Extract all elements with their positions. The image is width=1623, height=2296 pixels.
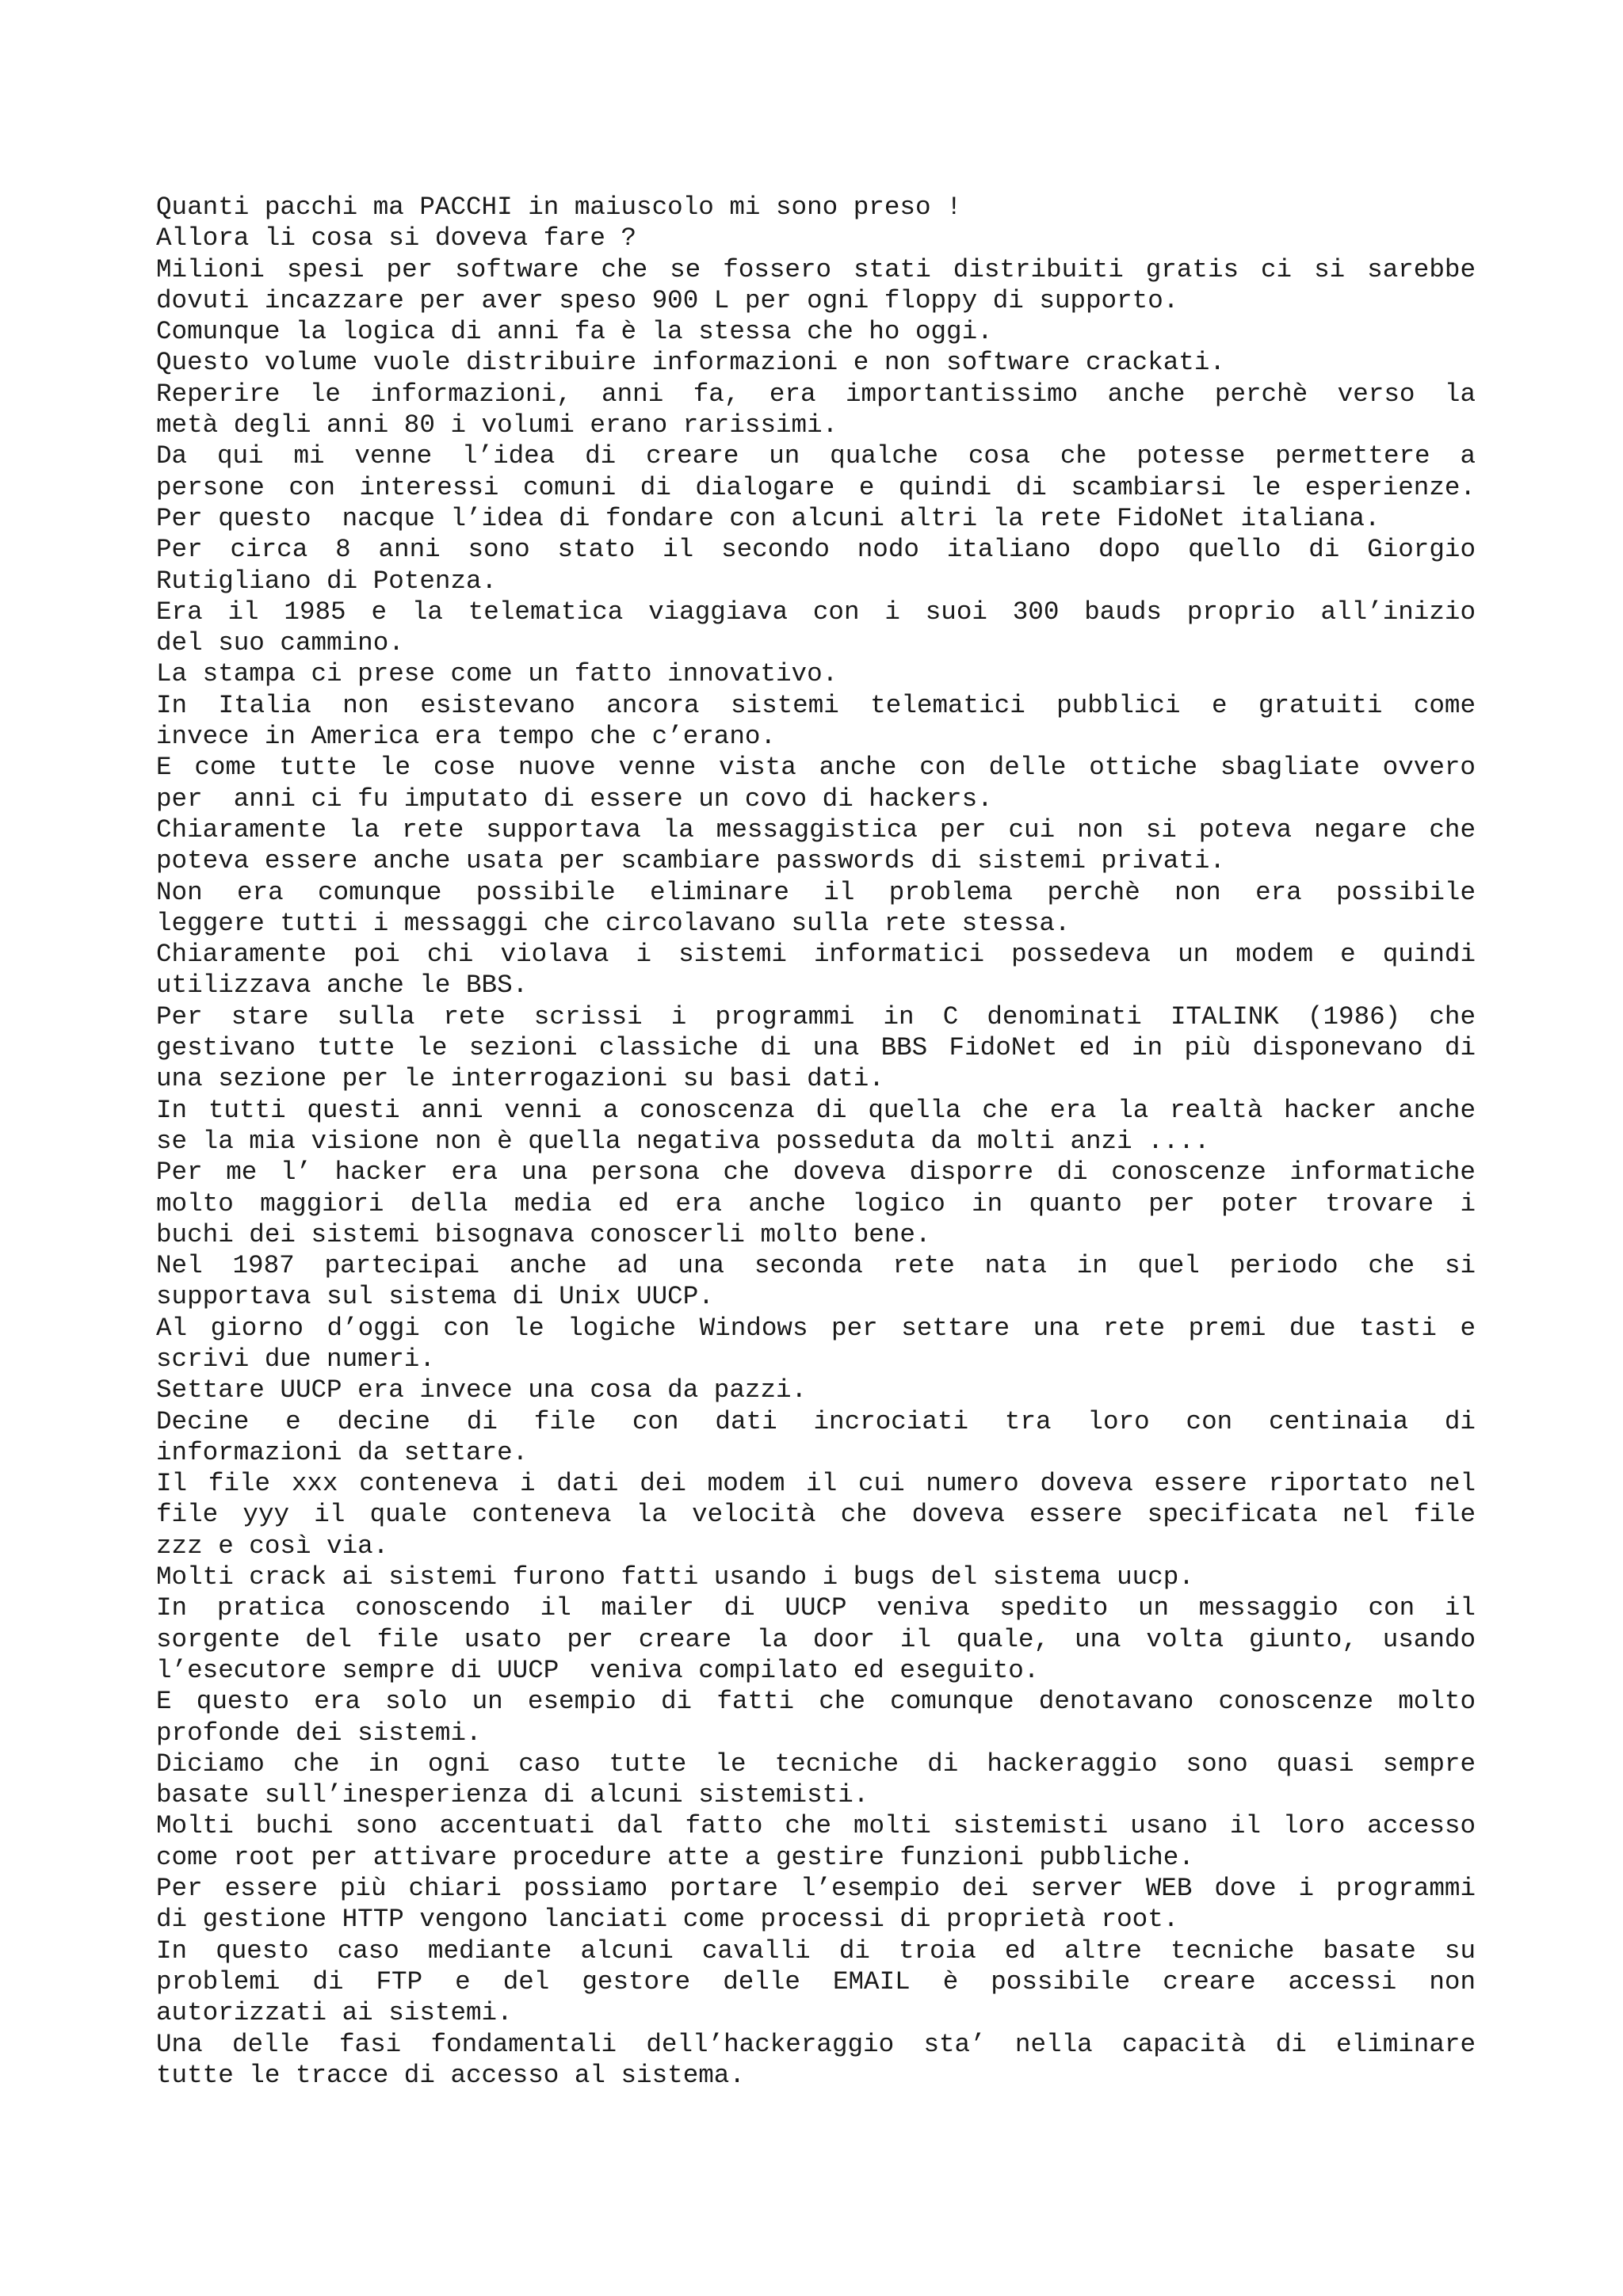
text-line: metà degli anni 80 i volumi erano rarissimi. — [156, 410, 838, 441]
text-line: zzz e così via. — [156, 1531, 389, 1561]
text-line: Rutigliano di Potenza. — [156, 566, 498, 596]
body-text — [156, 192, 1476, 2091]
text-line: Comunque la logica di anni fa è la stessa che ho oggi. — [156, 317, 993, 347]
text-line: l’esecutore sempre di UUCP veniva compilato ed eseguito. — [156, 1655, 1040, 1685]
text-line: basate sull’inesperienza di alcuni sistemisti. — [156, 1780, 869, 1810]
text-line: Per stare sulla rete scrissi i programmi in C denominati ITALINK (1986) che — [156, 1001, 1476, 1032]
text-line: Per questo nacque l’idea di fondare con alcuni altri la rete FidoNet italiana. — [156, 503, 1381, 533]
text-line: una sezione per le interrogazioni su basi dati. — [156, 1064, 884, 1094]
text-line: autorizzati ai sistemi. — [156, 1998, 513, 2028]
text-line: Questo volume vuole distribuire informazioni e non software crackati. — [156, 348, 1225, 378]
text-line: Diciamo che in ogni caso tutte le tecniche di hackeraggio sono quasi sempre — [156, 1749, 1476, 1779]
text-line: come root per attivare procedure atte a gestire funzioni pubbliche. — [156, 1842, 1194, 1872]
text-line: Nel 1987 partecipai anche ad una seconda rete nata in quel periodo che si — [156, 1251, 1476, 1281]
text-line: La stampa ci prese come un fatto innovativo. — [156, 659, 838, 689]
text-line: poteva essere anche usata per scambiare passwords di sistemi privati. — [156, 846, 1225, 876]
text-line: profonde dei sistemi. — [156, 1718, 482, 1748]
text-line: leggere tutti i messaggi che circolavano sulla rete stessa. — [156, 908, 1071, 938]
text-line: Per circa 8 anni sono stato il secondo nodo italiano dopo quello di Giorgio — [156, 535, 1476, 565]
text-line: Non era comunque possibile eliminare il problema perchè non era possibile — [156, 877, 1476, 907]
text-line: dovuti incazzare per aver speso 900 L per ogni floppy di supporto. — [156, 285, 1179, 315]
text-line: se la mia visione non è quella negativa posseduta da molti anzi .... — [156, 1126, 1210, 1156]
text-line: utilizzava anche le BBS. — [156, 971, 529, 1001]
text-line: invece in America era tempo che c’erano. — [156, 722, 777, 752]
text-line: Settare UUCP era invece una cosa da pazzi. — [156, 1375, 808, 1405]
text-line: Decine e decine di file con dati incrociati tra loro con centinaia di — [156, 1406, 1476, 1436]
text-line: Molti crack ai sistemi furono fatti usando i bugs del sistema uucp. — [156, 1562, 1194, 1592]
text-line: scrivi due numeri. — [156, 1344, 435, 1374]
text-line: informazioni da settare. — [156, 1437, 529, 1467]
text-line: E come tutte le cose nuove venne vista anche con delle ottiche sbagliate ovvero — [156, 753, 1476, 783]
text-line: Chiaramente poi chi violava i sistemi informatici possedeva un modem e quindi — [156, 940, 1476, 970]
text-line: Una delle fasi fondamentali dell’hackeraggio sta’ nella capacità di eliminare — [156, 2029, 1476, 2059]
text-line: Per me l’ hacker era una persona che doveva disporre di conoscenze informatiche — [156, 1158, 1476, 1188]
text-line: gestivano tutte le sezioni classiche di una BBS FidoNet ed in più disponevano di — [156, 1033, 1476, 1063]
text-line: In Italia non esistevano ancora sistemi telematici pubblici e gratuiti come — [156, 690, 1476, 720]
text-line: Da qui mi venne l’idea di creare un qualche cosa che potesse permettere a — [156, 441, 1476, 471]
text-line: molto maggiori della media ed era anche logico in quanto per poter trovare i — [156, 1188, 1476, 1219]
text-line: tutte le tracce di accesso al sistema. — [156, 2060, 745, 2090]
text-line: In tutti questi anni venni a conoscenza di quella che era la realtà hacker anche — [156, 1095, 1476, 1125]
text-line: Milioni spesi per software che se fossero stati distribuiti gratis ci si sarebbe — [156, 254, 1476, 284]
text-line: Molti buchi sono accentuati dal fatto che molti sistemisti usano il loro accesso — [156, 1811, 1476, 1841]
text-line: Chiaramente la rete supportava la messaggistica per cui non si poteva negare che — [156, 814, 1476, 845]
text-line: Quanti pacchi ma PACCHI in maiuscolo mi sono preso ! — [156, 193, 962, 222]
text-line: In pratica conoscendo il mailer di UUCP veniva spedito un messaggio con il — [156, 1593, 1476, 1623]
text-line: del suo cammino. — [156, 628, 404, 658]
text-line: Al giorno d’oggi con le logiche Windows per settare una rete premi due tasti e — [156, 1313, 1476, 1343]
text-line: Il file xxx conteneva i dati dei modem il cui numero doveva essere riportato nel — [156, 1469, 1476, 1499]
text-line: problemi di FTP e del gestore delle EMAIL è possibile creare accessi non — [156, 1966, 1476, 1997]
text-line: supportava sul sistema di Unix UUCP. — [156, 1282, 714, 1312]
text-line: persone con interessi comuni di dialogare e quindi di scambiarsi le esperienze. — [156, 472, 1476, 502]
text-line: per anni ci fu imputato di essere un covo di hackers. — [156, 784, 993, 814]
text-line: buchi dei sistemi bisognava conoscerli molto bene. — [156, 1219, 931, 1249]
text-line: Per essere più chiari possiamo portare l’esempio dei server WEB dove i programmi — [156, 1874, 1476, 1904]
text-line: Allora li cosa si doveva fare ? — [156, 223, 637, 254]
text-line: In questo caso mediante alcuni cavalli di troia ed altre tecniche basate su — [156, 1936, 1476, 1966]
text-line: Era il 1985 e la telematica viaggiava con i suoi 300 bauds proprio all’inizio — [156, 597, 1476, 627]
text-line: sorgente del file usato per creare la door il quale, una volta giunto, usando — [156, 1624, 1476, 1654]
text-line: Reperire le informazioni, anni fa, era importantissimo anche perchè verso la — [156, 379, 1476, 409]
text-line: file yyy il quale conteneva la velocità che doveva essere specificata nel file — [156, 1500, 1476, 1530]
text-line: E questo era solo un esempio di fatti che comunque denotavano conoscenze molto — [156, 1687, 1476, 1717]
text-line: di gestione HTTP vengono lanciati come processi di proprietà root. — [156, 1905, 1179, 1935]
